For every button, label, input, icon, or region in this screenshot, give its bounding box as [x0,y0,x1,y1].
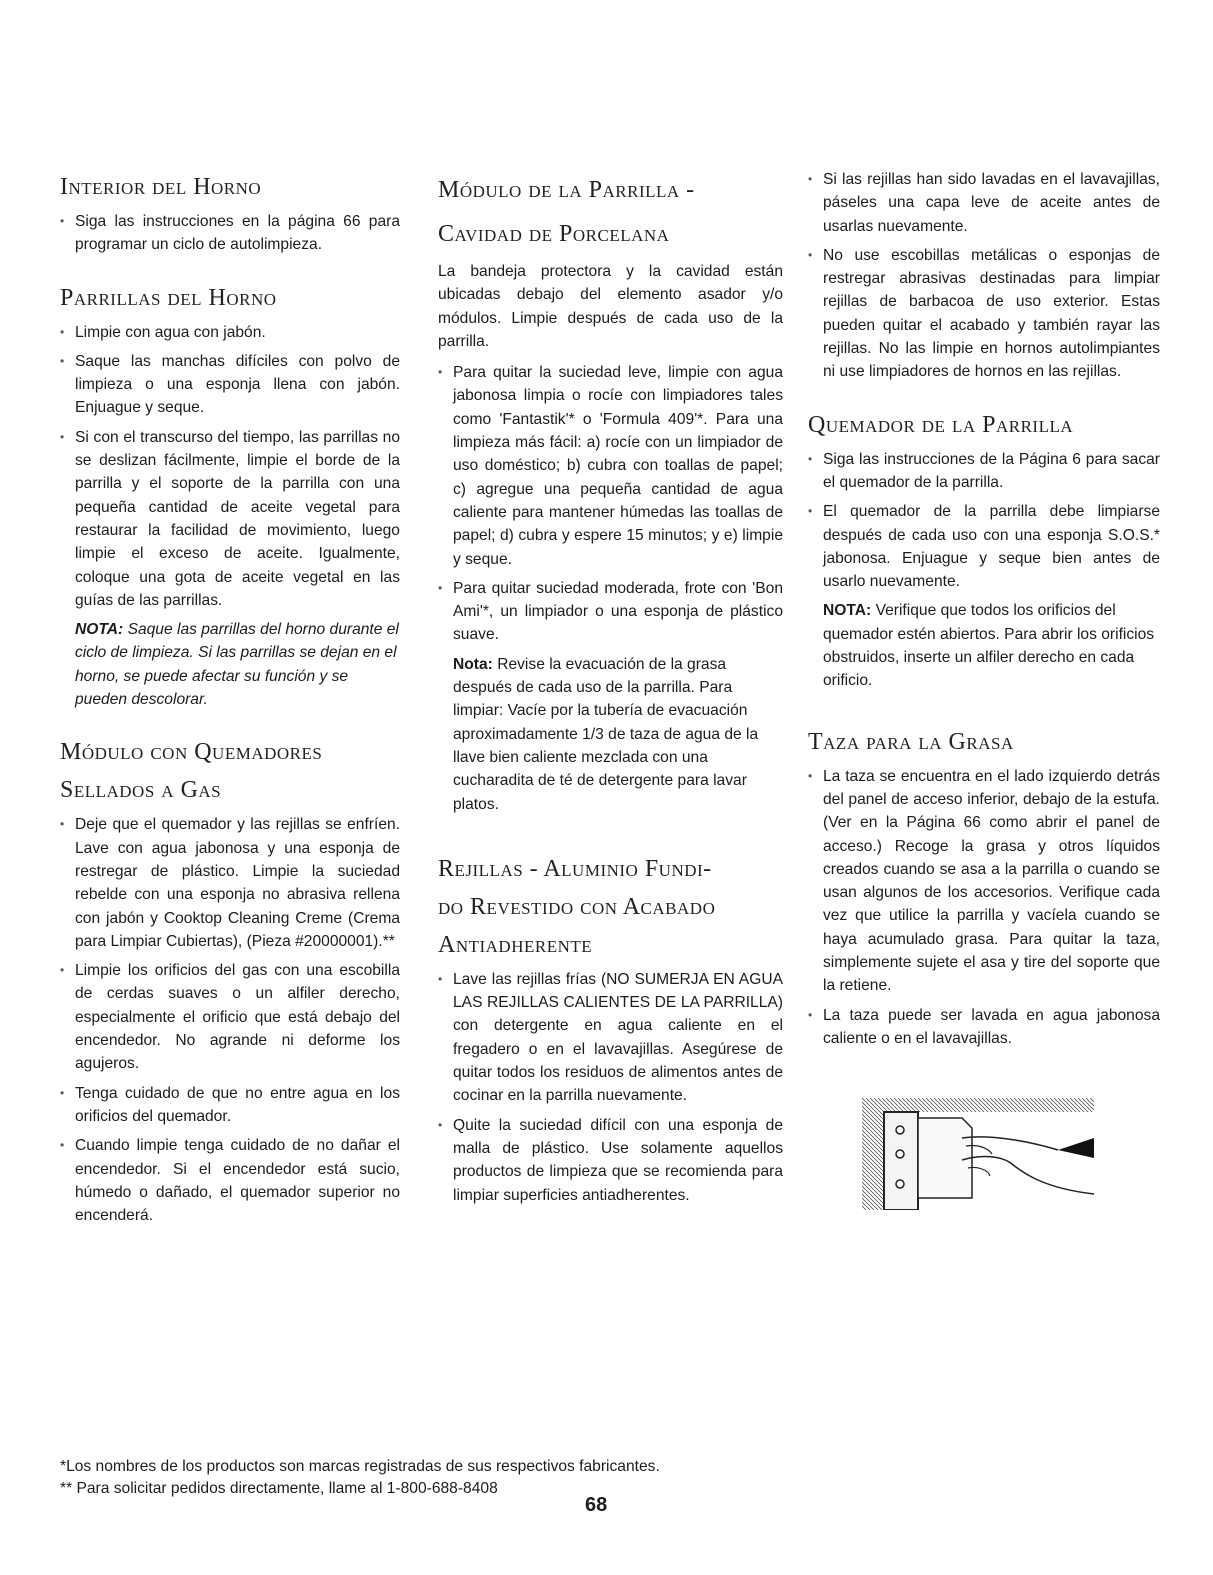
nota-parrillas [60,618,400,711]
list-item: • Deje que el quemador y las rejillas se enfríen. Lave con agua jabonosa y una esponja de restregar de plástico. Limpie la suciedad rebelde con una esponja no abrasiva rellena con jabón y Cooktop Cleaning Creme (Crema para Limpiar Cubiertas), (Pieza #20000001).** [60,813,400,953]
list-item: • Para quitar la suciedad leve, limpie con agua jabonosa limpia o rocíe con limpiadores tales como 'Fantastik'* o 'Formula 409'*. Para una limpieza más fácil: a) rocíe con un limpiador de uso doméstico; b) cubra con toallas de papel; c) agregue una pequeña cantidad de agua caliente para mantener húmedas las toallas de papel; d) cubra y espere 15 minutos; y e) limpie y seque. [438,361,783,571]
heading-parrillas-del-horno: Parrillas del Horno [60,284,277,311]
list-rejillas [438,968,783,1207]
heading-interior-del-horno: Interior del Horno [60,174,262,200]
hand-outline [962,1137,1058,1150]
nota-quemador [808,599,1160,692]
footnote-1: *Los nombres de los productos son marcas registradas de sus respectivos fabricantes. [60,1458,660,1475]
intro-paragraph: La bandeja protectora y la cavidad están ubicadas debajo del elemento asador y/o módulos. Limpie después de cada uso de la parrilla. [438,263,783,350]
section-modulo-quemadores [60,733,400,1227]
cabinet-left [862,1112,884,1210]
heading-quemador-parrilla: Quemador de la Parrilla [808,411,1074,438]
list-item: • Siga las instrucciones en la página 66 para programar un ciclo de autolimpieza. [60,210,400,257]
section-modulo-parrilla [438,168,783,816]
list-quemadores [60,813,400,1227]
heading-rejillas [438,850,783,964]
column-1 [60,168,400,1249]
heading-modulo-quemadores [60,733,400,809]
heading-line-3: Antiadherente [438,931,593,958]
column-2 [438,168,783,1229]
column-3 [808,168,1160,1072]
heading-line-1: Módulo de la Parrilla - [438,177,695,203]
list-taza [808,765,1160,1051]
list-item: • Cuando limpie tenga cuidado de no dañar el encendedor. Si el encendedor está sucio, húmedo o dañado, el quemador superior no encenderá. [60,1134,400,1227]
section-rejillas [438,850,783,1207]
heading-line-2: Sellados a Gas [60,777,222,804]
section-quemador-parrilla [808,406,1160,693]
list-item: • Lave las rejillas frías (NO SUMERJA EN AGUA LAS REJILLAS CALIENTES DE LA PARRILLA) con detergente en agua caliente en el fregadero o en el lavavajillas. Asegúrese de quitar todos los residuos de alimentos antes de cocinar en la parrilla nuevamente. [438,968,783,1108]
section-interior-del-horno [60,168,400,257]
heading-line-2: Cavidad de Porcelana [438,221,670,247]
heading-line-1: Módulo con Quemadores [60,739,323,766]
footnote-2: ** Para solicitar pedidos directamente, llame al 1-800-688-8408 [60,1480,498,1497]
list-item: • Para quitar suciedad moderada, frote con 'Bon Ami'*, un limpiador o una esponja de plástico suave. [438,577,783,647]
section-parrillas-del-horno [60,279,400,712]
list-item: • Limpie los orificios del gas con una escobilla de cerdas suaves o un alfiler derecho, especialmente el orificio que está debajo del encendedor. No agrande ni deforme los agujeros. [60,959,400,1075]
list-item: • Siga las instrucciones de la Página 6 para sacar el quemador de la parrilla. [808,448,1160,495]
list-parrillas [60,321,400,613]
nota-label: Nota: [453,655,493,673]
nota-text: Saque las parrillas del horno durante el ciclo de limpieza. Si las parrillas se dejan en el horno, se puede afectar su función y se pueden descolorar. [75,621,399,709]
heading-line-2: do Revestido con Acabado [438,893,716,920]
grease-cup [918,1118,972,1198]
list-item: • La taza puede ser lavada en agua jabonosa caliente o en el lavavajillas. [808,1004,1160,1051]
list-item: • Si las rejillas han sido lavadas en el lavavajillas, páseles una capa leve de aceite antes de usarlas nuevamente. [808,168,1160,238]
list-item: • No use escobillas metálicas o esponjas de restregar abrasivas destinadas para limpiar rejillas de barbacoa de uso exterior. Estas pueden quitar el acabado y también rayar las rejillas. No las limpie en hornos autolimpiantes ni use limpiadores de hornos en las rejillas. [808,244,1160,384]
section-rejillas-continued [808,168,1160,384]
cabinet-top [862,1098,1094,1112]
list-modulo-parrilla [438,361,783,647]
list-item: • Si con el transcurso del tiempo, las parrillas no se deslizan fácilmente, limpie el borde de la parrilla y el soporte de la parrilla con una pequeña cantidad de aceite vegetal para restaurar la facilidad de movimiento, luego limpie el exceso de aceite. Igualmente, coloque una gota de aceite vegetal en las guías de las parrillas. [60,426,400,612]
footnotes [60,1456,660,1500]
heading-line-1: Rejillas - Aluminio Fundi- [438,855,712,882]
list-quemador [808,448,1160,594]
list-item: • Tenga cuidado de que no entre agua en los orificios del quemador. [60,1082,400,1129]
list-item: • La taza se encuentra en el lado izquierdo detrás del panel de acceso inferior, debajo de la estufa. (Ver en la Página 66 como abrir el panel de acceso.) Recoge la grasa y otros líquidos creados cuando se asa a la parrilla o cuando se usan algunos de los accesorios. Verifique cada vez que utilice la parrilla y vacíela cuando se haya acumulado grasa. Para quitar la taza, simplemente sujete el asa y tire del soporte que la retiene. [808,765,1160,998]
nota-label: NOTA: [75,621,124,639]
nota-modulo-parrilla [438,653,783,816]
nota-text: Verifique que todos los orificios del quemador estén abiertos. Para abrir los orificios obstruidos, inserte un alfiler derecho en cada orificio. [823,602,1155,690]
list-item: • Quite la suciedad difícil con una esponja de malla de plástico. Use solamente aquellos productos de limpieza que se recomienda para limpiar superficies antiadherentes. [438,1114,783,1207]
list-rejillas-continued [808,168,1160,384]
list-item: • Limpie con agua con jabón. [60,321,400,344]
list-item: • El quemador de la parrilla debe limpiarse después de cada uso con una esponja S.O.S.* jabonosa. Enjuague y seque bien antes de usarlo nuevamente. [808,500,1160,593]
nota-text: Revise la evacuación de la grasa después de cada uso de la parrilla. Para limpiar: Vacíe por la tubería de evacuación aproximadamente 1/3 de taza de agua de la llave bien caliente mezclada con una cucharadita de té de detergente para lavar platos. [453,655,759,813]
heading-modulo-parrilla [438,168,783,256]
page-number: 68 [585,1494,608,1516]
grease-cup-illustration [862,1098,1094,1210]
section-taza-grasa [808,723,1160,1051]
nota-label: NOTA: [823,602,872,620]
arm-shadow [1058,1138,1094,1158]
list-item: • Saque las manchas difíciles con polvo de limpieza o una esponja llena con jabón. Enjuague y seque. [60,350,400,420]
heading-taza-grasa: Taza para la Grasa [808,728,1014,755]
list-interior [60,210,400,257]
